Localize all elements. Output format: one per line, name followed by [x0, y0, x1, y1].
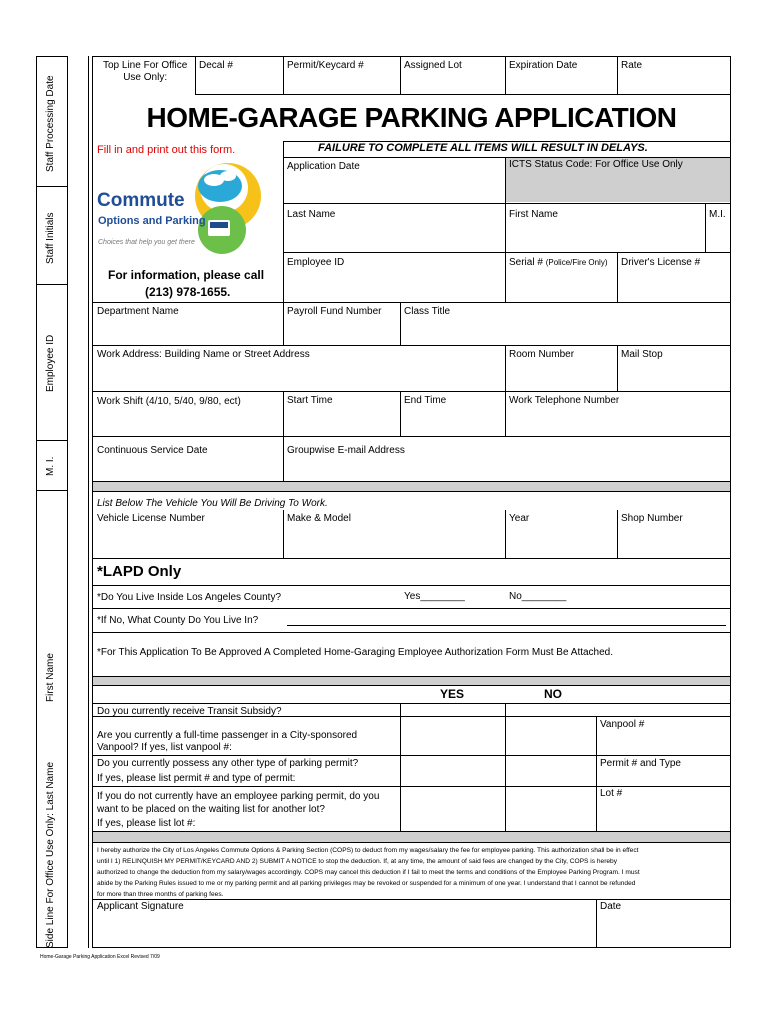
permit-keycard-label: Permit/Keycard #	[287, 60, 364, 71]
row-line	[92, 345, 731, 346]
row-line	[92, 436, 731, 437]
permit-question-2: If yes, please list permit # and type of permit:	[97, 773, 296, 784]
authorization-line: authorized to change the deduction from my salary/wages accordingly. COPS may cancel this deduction if I fail to meet the terms and conditions of the Employee Parking Program. I must	[97, 869, 640, 876]
waitlist-question-3: If yes, please list lot #:	[97, 818, 196, 829]
col-line	[283, 141, 284, 345]
row-line	[92, 899, 731, 900]
logo-options-parking: Options and Parking	[98, 215, 206, 227]
row-line	[92, 608, 731, 609]
col-line	[400, 391, 401, 436]
application-date-label: Application Date	[287, 161, 360, 172]
applicant-signature-label: Applicant Signature	[97, 901, 184, 912]
double-border-line	[88, 56, 89, 948]
serial-label-text: Serial #	[509, 257, 546, 268]
lapd-note: *For This Application To Be Approved A Completed Home-Garaging Employee Authorization Form Must Be Attached.	[97, 647, 614, 658]
side-label-first-name: First Name	[45, 653, 56, 702]
make-model-label: Make & Model	[287, 513, 351, 524]
row-line	[283, 252, 731, 253]
row-line	[92, 703, 731, 704]
county-underline	[287, 625, 726, 626]
row-line	[283, 203, 731, 204]
page-title: HOME-GARAGE PARKING APPLICATION	[146, 102, 677, 133]
date-label: Date	[600, 901, 622, 912]
no-header: NO	[544, 687, 562, 701]
decal-label: Decal #	[199, 60, 233, 71]
top-line-office-use: Top Line For Office Use Only:	[103, 60, 188, 83]
end-time-label: End Time	[404, 395, 447, 406]
rate-label: Rate	[621, 60, 643, 71]
col-line	[400, 302, 401, 345]
authorization-line: for more than three months of parking fees.	[97, 891, 224, 898]
col-line	[617, 252, 618, 302]
col-line	[505, 510, 506, 558]
room-number-label: Room Number	[509, 349, 575, 360]
continuous-service-label: Continuous Service Date	[97, 445, 208, 456]
logo-tagline: Choices that help you get there	[98, 239, 195, 246]
transit-question: Do you currently receive Transit Subsidy?	[97, 706, 282, 717]
row-line	[92, 716, 731, 717]
side-label-mi: M. I.	[45, 456, 56, 476]
vanpool-field-label: Vanpool #	[600, 719, 645, 730]
work-phone-label: Work Telephone Number	[509, 395, 620, 406]
department-label: Department Name	[97, 306, 179, 317]
start-time-label: Start Time	[287, 395, 333, 406]
yes-header: YES	[440, 687, 465, 701]
drivers-license-label: Driver's License #	[621, 257, 701, 268]
authorization-line: I hereby authorize the City of Los Angeles Commute Options & Parking Section (COPS) to deduct from my wages/salary the fee for employee parking. This authorization shall be in effect	[97, 847, 639, 854]
permit-question-1: Do you currently possess any other type of parking permit?	[97, 758, 359, 769]
footer-revision: Home-Garage Parking Application Excel Revised 7/09	[40, 954, 160, 960]
failure-warning: FAILURE TO COMPLETE ALL ITEMS WILL RESULT IN DELAYS.	[318, 142, 648, 154]
side-label-employee-id: Employee ID	[45, 334, 56, 392]
col-line	[195, 56, 196, 94]
year-label: Year	[509, 513, 530, 524]
assigned-lot-label: Assigned Lot	[404, 60, 462, 71]
mi-label: M.I.	[709, 209, 726, 220]
first-name-label: First Name	[509, 209, 558, 220]
lot-field-label: Lot #	[600, 788, 623, 799]
row-line	[92, 755, 731, 756]
waitlist-question-1: If you do not currently have an employee parking permit, do you	[97, 791, 380, 802]
section-band	[93, 482, 730, 491]
section-band	[93, 832, 730, 842]
employee-id-label: Employee ID	[287, 257, 345, 268]
mail-stop-label: Mail Stop	[621, 349, 663, 360]
info-line-2: (213) 978-1655.	[145, 285, 231, 299]
top-line-bottom	[195, 94, 731, 95]
side-divider	[36, 490, 68, 491]
permit-field-label: Permit # and Type	[600, 758, 681, 769]
lapd-no: No________	[509, 591, 567, 602]
expiration-date-label: Expiration Date	[509, 60, 578, 71]
row-line	[92, 558, 731, 559]
shop-number-label: Shop Number	[621, 513, 683, 524]
lapd-heading: *LAPD Only	[97, 563, 182, 580]
lapd-live-question: *Do You Live Inside Los Angeles County?	[97, 592, 282, 603]
col-line	[617, 345, 618, 391]
vehicle-license-label: Vehicle License Number	[97, 513, 205, 524]
side-label-initials: Staff Initials	[45, 212, 56, 264]
col-line	[283, 510, 284, 558]
row-line	[92, 786, 731, 787]
icts-status-label: ICTS Status Code: For Office Use Only	[509, 159, 683, 170]
col-line	[617, 510, 618, 558]
row-line	[92, 685, 731, 686]
fill-note: Fill in and print out this form.	[97, 144, 236, 156]
waitlist-question-2: want to be placed on the waiting list for another lot?	[97, 804, 325, 815]
vanpool-question-2: Vanpool? If yes, list vanpool #:	[97, 742, 232, 753]
col-line	[617, 56, 618, 94]
serial-label	[509, 257, 607, 269]
col-line	[705, 203, 706, 252]
row-line	[92, 632, 731, 633]
logo-commute: Commute	[97, 190, 185, 211]
col-line	[400, 703, 401, 831]
serial-label-small: (Police/Fire Only)	[545, 258, 608, 267]
side-divider	[36, 186, 68, 187]
col-line	[400, 56, 401, 94]
work-address-label: Work Address: Building Name or Street Address	[97, 349, 310, 360]
side-divider	[36, 440, 68, 441]
side-label-office-use: Side Line For Office Use Only: Last Name	[45, 761, 56, 948]
col-line	[505, 703, 506, 831]
row-line	[92, 491, 731, 492]
info-line-1: For information, please call	[108, 268, 265, 282]
row-line	[92, 391, 731, 392]
col-line	[505, 56, 506, 94]
side-divider	[36, 284, 68, 285]
authorization-line: until I 1) RELINQUISH MY PERMIT/KEYCARD AND 2) SUBMIT A NOTICE to stop the deduction. If, at any time, the amount of said fees are changed by the City, COPS is hereby	[97, 858, 618, 865]
class-title-label: Class Title	[404, 306, 451, 317]
row-line	[92, 585, 731, 586]
vehicle-instruction: List Below The Vehicle You Will Be Driving To Work.	[97, 498, 328, 509]
row-line	[92, 302, 731, 303]
work-shift-label: Work Shift (4/10, 5/40, 9/80, ect)	[97, 396, 241, 407]
col-line	[505, 203, 506, 302]
col-line	[596, 899, 597, 948]
vanpool-question-1: Are you currently a full-time passenger in a City-sponsored	[97, 730, 358, 741]
lapd-county-question: *If No, What County Do You Live In?	[97, 615, 259, 626]
lapd-yes: Yes________	[404, 591, 465, 602]
col-line	[596, 716, 597, 831]
side-label-processing-date: Staff Processing Date	[45, 75, 56, 172]
groupwise-email-label: Groupwise E-mail Address	[287, 445, 405, 456]
section-band	[93, 677, 730, 685]
payroll-fund-label: Payroll Fund Number	[287, 306, 382, 317]
authorization-line: abide by the Parking Rules issued to me or my parking permit and all parking privileges may be revoked or suspended for a minimum of one year. I understand that I cannot be refunded	[97, 880, 636, 887]
row-line	[92, 842, 731, 843]
last-name-label: Last Name	[287, 209, 336, 220]
col-line	[283, 56, 284, 94]
